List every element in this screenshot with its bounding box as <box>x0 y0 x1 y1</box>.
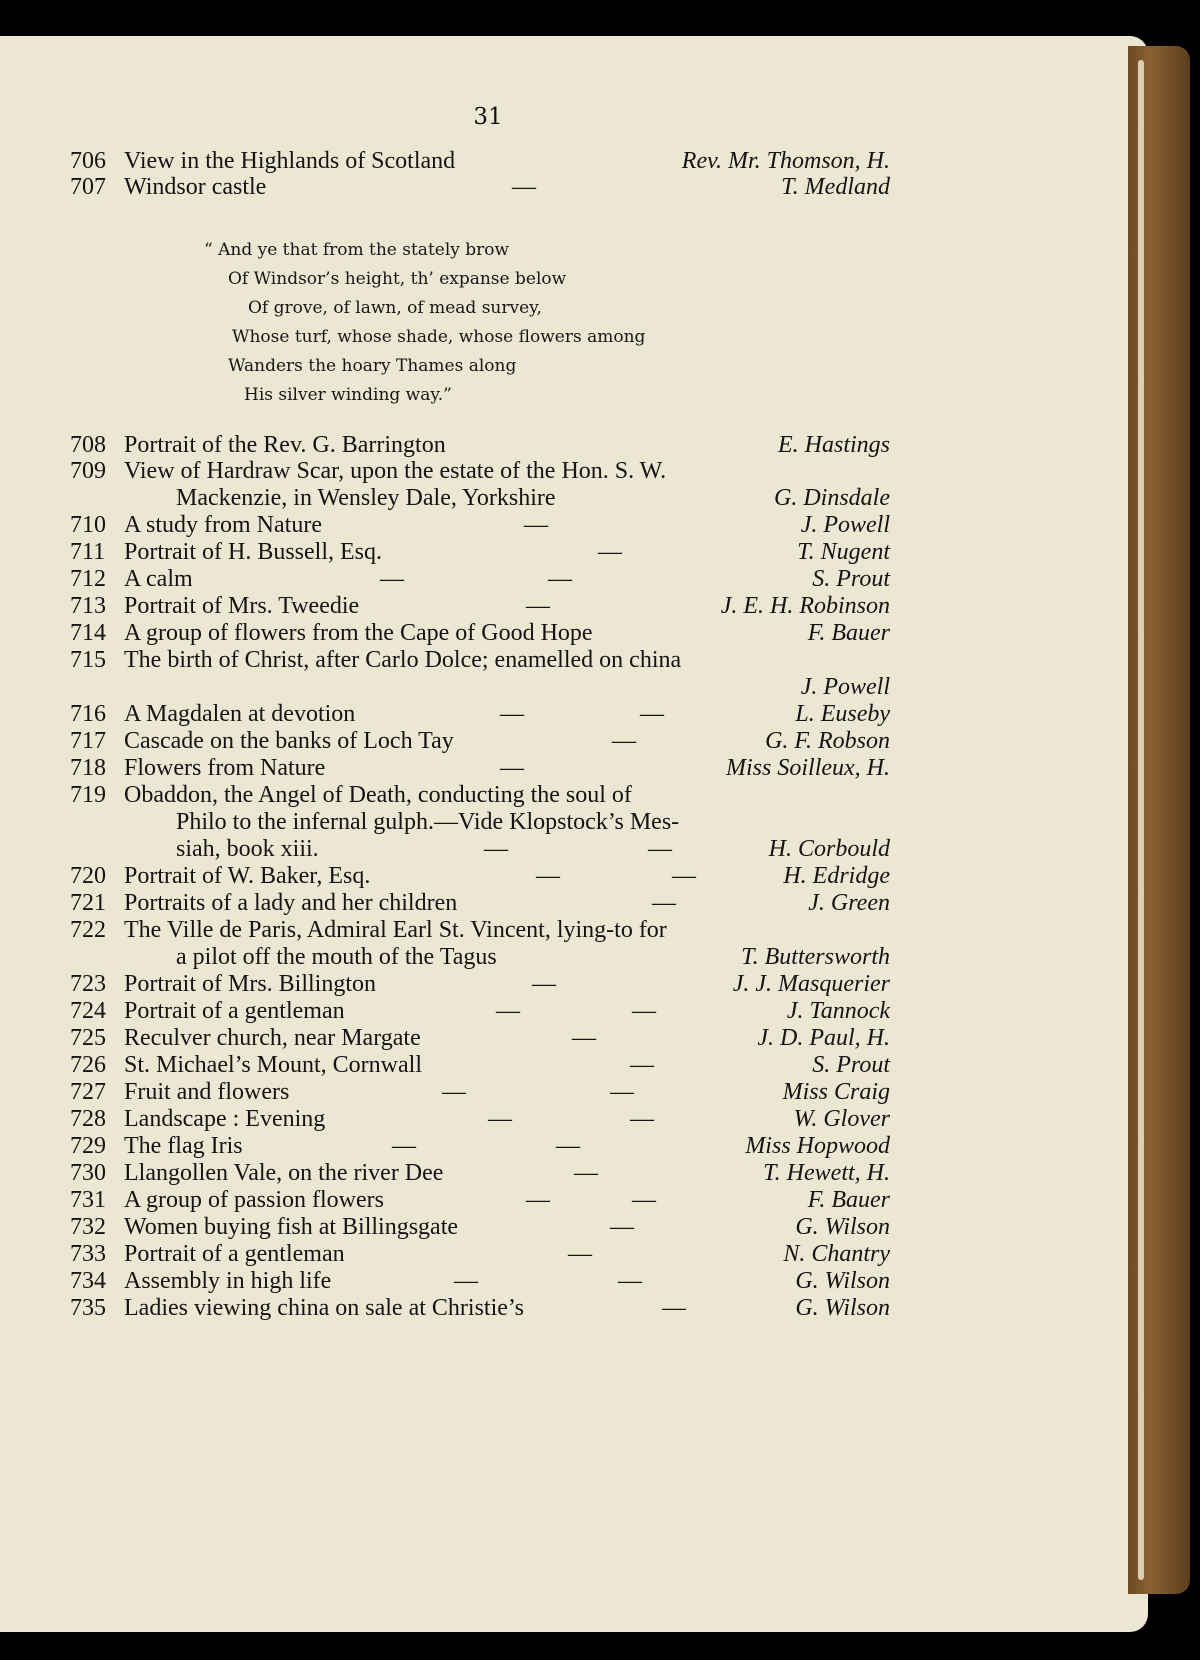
entry-number: 726 <box>70 1052 106 1078</box>
entry-artist: S. Prout <box>812 1052 890 1078</box>
entry-dash: — <box>556 1133 580 1159</box>
entry-artist: T. Buttersworth <box>741 944 890 970</box>
entry-dash: — <box>632 1187 656 1213</box>
entry-title: Portraits of a lady and her children <box>124 890 458 916</box>
entry-artist: T. Medland <box>781 174 890 200</box>
entry-dash: — <box>380 566 404 592</box>
entry-title-continued: Mackenzie, in Wensley Dale, Yorkshire <box>176 485 556 511</box>
entry-dash: — <box>524 512 548 538</box>
entry-number: 723 <box>70 971 106 997</box>
entry-title: Cascade on the banks of Loch Tay <box>124 728 454 754</box>
entry-artist: F. Bauer <box>807 620 890 646</box>
entry-number: 725 <box>70 1025 106 1051</box>
entry-title-continued: a pilot off the mouth of the Tagus <box>176 944 497 970</box>
verse-line: Wanders the hoary Thames along <box>228 356 517 376</box>
entry-title: Ladies viewing china on sale at Christie’s <box>124 1295 524 1321</box>
entry-title: Fruit and flowers <box>124 1079 290 1105</box>
page-number: 31 <box>473 104 503 130</box>
entry-artist: G. Wilson <box>795 1214 890 1240</box>
entry-artist: J. D. Paul, H. <box>757 1025 890 1051</box>
entry-title: Windsor castle <box>124 174 267 200</box>
entry-title: Women buying fish at Billingsgate <box>124 1214 459 1240</box>
entry-dash: — <box>526 593 550 619</box>
entry-artist: Miss Hopwood <box>745 1133 890 1159</box>
page-edge <box>1138 60 1144 1580</box>
entry-artist: Miss Craig <box>782 1079 890 1105</box>
verse-line: Of Windsor’s height, th’ expanse below <box>228 269 567 289</box>
entry-dash: — <box>496 998 520 1024</box>
entry-number: 728 <box>70 1106 106 1132</box>
entry-artist: G. F. Robson <box>765 728 890 754</box>
entry-title: Portrait of W. Baker, Esq. <box>124 863 371 889</box>
entry-dash: — <box>640 701 664 727</box>
verse-line: His silver winding way.” <box>244 385 452 405</box>
entry-dash: — <box>484 836 508 862</box>
entry-dash: — <box>662 1295 686 1321</box>
entry-number: 722 <box>70 917 106 943</box>
entry-artist: G. Wilson <box>795 1268 890 1294</box>
entry-number: 730 <box>70 1160 106 1186</box>
entry-title: Portrait of H. Bussell, Esq. <box>124 539 382 565</box>
entry-number: 713 <box>70 593 106 619</box>
entry-number: 735 <box>70 1295 106 1321</box>
entry-artist: J. Powell <box>800 512 890 538</box>
entry-dash: — <box>672 863 696 889</box>
entry-title: The Ville de Paris, Admiral Earl St. Vincent, lying-to for <box>124 917 667 943</box>
entry-artist: J. Green <box>808 890 890 916</box>
entry-dash: — <box>548 566 572 592</box>
entry-dash: — <box>536 863 560 889</box>
entry-title: St. Michael’s Mount, Cornwall <box>124 1052 422 1078</box>
entry-title: A Magdalen at devotion <box>124 701 356 727</box>
entry-title: The flag Iris <box>124 1133 243 1159</box>
entry-title: Portrait of Mrs. Billington <box>124 971 376 997</box>
entry-title: Portrait of a gentleman <box>124 998 345 1024</box>
entry-title: View of Hardraw Scar, upon the estate of the Hon. S. W. <box>124 458 667 484</box>
entry-number: 721 <box>70 890 106 916</box>
entry-title: A group of flowers from the Cape of Good Hope <box>124 620 593 646</box>
entry-title: Portrait of Mrs. Tweedie <box>124 593 360 619</box>
entry-title: Obaddon, the Angel of Death, conducting the soul of <box>124 782 632 808</box>
entry-number: 706 <box>70 148 106 174</box>
entry-dash: — <box>618 1268 642 1294</box>
entry-artist: N. Chantry <box>783 1241 890 1267</box>
verse-line: “ And ye that from the stately brow <box>204 240 510 260</box>
entry-dash: — <box>630 1052 654 1078</box>
entry-artist: G. Dinsdale <box>774 485 890 511</box>
entry-dash: — <box>612 728 636 754</box>
entry-artist: L. Euseby <box>795 701 890 727</box>
entry-number: 719 <box>70 782 106 808</box>
entry-number: 707 <box>70 174 106 200</box>
verse-line: Of grove, of lawn, of mead survey, <box>248 298 542 318</box>
entry-artist: H. Edridge <box>783 863 890 889</box>
entry-artist: W. Glover <box>793 1106 890 1132</box>
entry-dash: — <box>392 1133 416 1159</box>
entry-dash: — <box>610 1214 634 1240</box>
entry-dash: — <box>488 1106 512 1132</box>
entry-title: Flowers from Nature <box>124 755 326 781</box>
entry-number: 734 <box>70 1268 106 1294</box>
entry-number: 709 <box>70 458 106 484</box>
verse-quotation <box>200 236 645 410</box>
entry-artist: F. Bauer <box>807 1187 890 1213</box>
entry-number: 717 <box>70 728 106 754</box>
entry-artist: G. Wilson <box>795 1295 890 1321</box>
entry-artist: H. Corbould <box>768 836 890 862</box>
entry-artist: J. E. H. Robinson <box>720 593 890 619</box>
entry-title: Reculver church, near Margate <box>124 1025 421 1051</box>
entry-title: Portrait of the Rev. G. Barrington <box>124 432 446 458</box>
entry-number: 731 <box>70 1187 106 1213</box>
entry-title: Landscape : Evening <box>124 1106 326 1132</box>
entry-title: Llangollen Vale, on the river Dee <box>124 1160 444 1186</box>
entry-title-continued: siah, book xiii. <box>176 836 319 862</box>
entry-title: A study from Nature <box>124 512 322 538</box>
entry-dash: — <box>574 1160 598 1186</box>
entry-dash: — <box>572 1025 596 1051</box>
entry-number: 720 <box>70 863 106 889</box>
entry-dash: — <box>568 1241 592 1267</box>
entry-artist: J. Powell <box>800 674 890 700</box>
entry-dash: — <box>442 1079 466 1105</box>
entry-number: 712 <box>70 566 106 592</box>
entry-number: 716 <box>70 701 106 727</box>
entry-number: 732 <box>70 1214 106 1240</box>
entry-dash: — <box>648 836 672 862</box>
entry-dash: — <box>630 1106 654 1132</box>
entry-dash: — <box>632 998 656 1024</box>
catalogue-page <box>0 36 1148 1632</box>
entry-title: View in the Highlands of Scotland <box>124 148 456 174</box>
entry-title-continued: Philo to the infernal gulph.—Vide Klopstock’s Mes- <box>176 809 680 835</box>
entry-dash: — <box>610 1079 634 1105</box>
entry-number: 718 <box>70 755 106 781</box>
entry-title: The birth of Christ, after Carlo Dolce; enamelled on china <box>124 647 682 673</box>
entry-artist: Rev. Mr. Thomson, H. <box>681 148 890 174</box>
entry-title: A calm <box>124 566 193 592</box>
entry-dash: — <box>652 890 676 916</box>
entry-artist: T. Nugent <box>797 539 890 565</box>
entry-number: 733 <box>70 1241 106 1267</box>
entry-dash: — <box>512 174 536 200</box>
entry-number: 727 <box>70 1079 106 1105</box>
entry-artist: J. Tannock <box>786 998 890 1024</box>
entry-number: 711 <box>70 539 106 565</box>
entry-dash: — <box>500 755 524 781</box>
entry-number: 708 <box>70 432 106 458</box>
entry-number: 714 <box>70 620 106 646</box>
entry-title: Assembly in high life <box>124 1268 332 1294</box>
entry-dash: — <box>454 1268 478 1294</box>
entry-title: A group of passion flowers <box>124 1187 384 1213</box>
entry-artist: S. Prout <box>812 566 890 592</box>
entry-number: 715 <box>70 647 106 673</box>
entry-dash: — <box>532 971 556 997</box>
verse-line: Whose turf, whose shade, whose flowers among <box>232 327 646 347</box>
entry-dash: — <box>500 701 524 727</box>
entry-artist: Miss Soilleux, H. <box>726 755 890 781</box>
entry-artist: J. J. Masquerier <box>732 971 890 997</box>
entry-number: 724 <box>70 998 106 1024</box>
entry-number: 729 <box>70 1133 106 1159</box>
entry-artist: T. Hewett, H. <box>763 1160 890 1186</box>
entry-title: Portrait of a gentleman <box>124 1241 345 1267</box>
entry-number: 710 <box>70 512 106 538</box>
entry-dash: — <box>598 539 622 565</box>
entry-artist: E. Hastings <box>777 432 890 458</box>
entry-dash: — <box>526 1187 550 1213</box>
